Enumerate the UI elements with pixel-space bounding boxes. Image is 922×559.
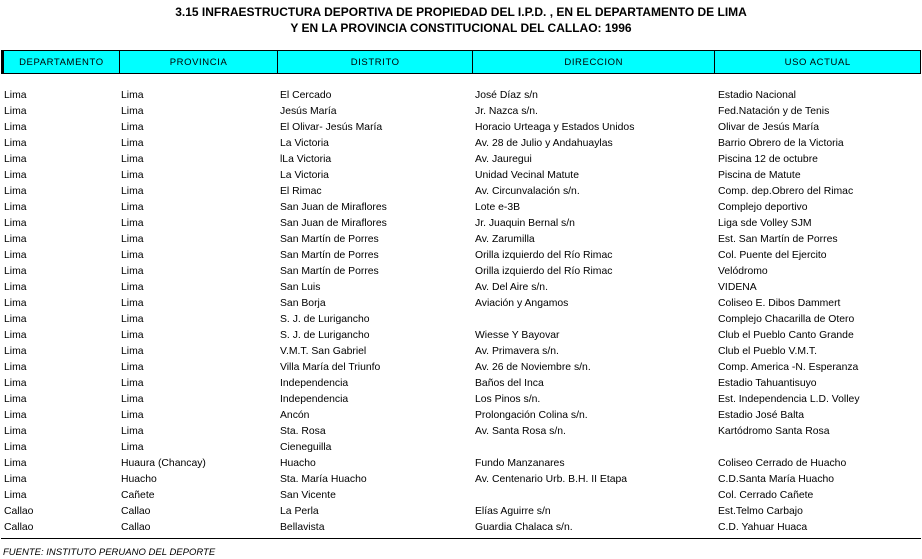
- cell-distrito: Independencia: [280, 378, 349, 389]
- footer-divider: [1, 538, 921, 539]
- table-row: [1, 472, 921, 488]
- table-row: [1, 408, 921, 424]
- cell-distrito: Cieneguilla: [280, 442, 332, 453]
- cell-uso-actual: Estadio Tahuantisuyo: [718, 378, 817, 389]
- table-row: [1, 248, 921, 264]
- cell-distrito: Villa María del Triunfo: [280, 362, 381, 373]
- cell-direccion: Av. Primavera s/n.: [475, 346, 559, 357]
- cell-direccion: Los Pinos s/n.: [475, 394, 541, 405]
- cell-departamento: Lima: [4, 90, 27, 101]
- table-row: [1, 104, 921, 120]
- cell-direccion: Av. Del Aire s/n.: [475, 282, 548, 293]
- cell-direccion: Lote e-3B: [475, 202, 521, 213]
- cell-departamento: Lima: [4, 266, 27, 277]
- cell-departamento: Lima: [4, 282, 27, 293]
- header-departamento: DEPARTAMENTO: [2, 51, 119, 73]
- cell-distrito: San Martín de Porres: [280, 250, 379, 261]
- cell-departamento: Lima: [4, 202, 27, 213]
- cell-distrito: San Martín de Porres: [280, 234, 379, 245]
- cell-departamento: Lima: [4, 362, 27, 373]
- cell-provincia: Lima: [121, 426, 144, 437]
- cell-provincia: Lima: [121, 186, 144, 197]
- cell-distrito: El Rimac: [280, 186, 322, 197]
- cell-uso-actual: [715, 440, 921, 456]
- cell-departamento: Lima: [4, 122, 27, 133]
- table-row: [1, 168, 921, 184]
- cell-uso-actual: Club el Pueblo Canto Grande: [718, 330, 854, 341]
- table-title: [0, 4, 922, 36]
- cell-uso-actual: Col. Puente del Ejercito: [718, 250, 827, 261]
- table-row: [1, 344, 921, 360]
- cell-distrito: V.M.T. San Gabriel: [280, 346, 367, 357]
- cell-provincia: Huacho: [121, 474, 157, 485]
- cell-uso-actual: Estadio Nacional: [718, 90, 796, 101]
- cell-provincia: Lima: [121, 346, 144, 357]
- cell-direccion: Wiesse Y Bayovar: [475, 330, 560, 341]
- cell-uso-actual: Est.Telmo Carbajo: [718, 506, 803, 517]
- table-row: [1, 232, 921, 248]
- cell-uso-actual: Piscina de Matute: [718, 170, 801, 181]
- title-line-1: 3.15 INFRAESTRUCTURA DEPORTIVA DE PROPIEDAD DEL I.P.D. , EN EL DEPARTAMENTO DE LIMA: [175, 5, 747, 19]
- table-row: [1, 120, 921, 136]
- cell-provincia: Cañete: [121, 490, 155, 501]
- cell-provincia: Lima: [121, 234, 144, 245]
- cell-distrito: S. J. de Lurigancho: [280, 330, 370, 341]
- cell-distrito: S. J. de Lurigancho: [280, 314, 370, 325]
- cell-direccion: Fundo Manzanares: [475, 458, 565, 469]
- cell-direccion: Guardia Chalaca s/n.: [475, 522, 573, 533]
- cell-distrito: Independencia: [280, 394, 349, 405]
- cell-provincia: Lima: [121, 378, 144, 389]
- table-row: [1, 520, 921, 536]
- cell-direccion: Orilla izquierdo del Río Rimac: [475, 250, 613, 261]
- cell-provincia: Lima: [121, 442, 144, 453]
- cell-uso-actual: Kartódromo Santa Rosa: [718, 426, 830, 437]
- source-note: FUENTE: INSTITUTO PERUANO DEL DEPORTE: [3, 547, 216, 558]
- cell-distrito: El Cercado: [280, 90, 332, 101]
- table-row: [1, 488, 921, 504]
- cell-distrito: La Victoria: [280, 170, 329, 181]
- cell-departamento: Lima: [4, 378, 27, 389]
- cell-uso-actual: Olivar de Jesús María: [718, 122, 820, 133]
- cell-departamento: Lima: [4, 314, 27, 325]
- header-uso-actual: USO ACTUAL: [714, 51, 920, 73]
- title-line-2: Y EN LA PROVINCIA CONSTITUCIONAL DEL CALLAO: 1996: [290, 21, 632, 35]
- cell-departamento: Lima: [4, 250, 27, 261]
- cell-departamento: Lima: [4, 490, 27, 501]
- table-row: [1, 184, 921, 200]
- cell-provincia: Lima: [121, 170, 144, 181]
- cell-departamento: Lima: [4, 474, 27, 485]
- cell-provincia: Lima: [121, 154, 144, 165]
- cell-direccion: Aviación y Angamos: [475, 298, 569, 309]
- cell-departamento: Lima: [4, 298, 27, 309]
- cell-uso-actual: Piscina 12 de octubre: [718, 154, 818, 165]
- table-row: [1, 392, 921, 408]
- cell-uso-actual: C.D. Yahuar Huaca: [718, 522, 808, 533]
- cell-direccion: Horacio Urteaga y Estados Unidos: [475, 122, 635, 133]
- cell-uso-actual: VIDENA: [718, 282, 757, 293]
- table-row: [1, 264, 921, 280]
- cell-direccion: Av. Jauregui: [475, 154, 532, 165]
- header-direccion: DIRECCION: [472, 51, 714, 73]
- cell-direccion: Av. Circunvalación s/n.: [475, 186, 580, 197]
- cell-provincia: Lima: [121, 330, 144, 341]
- cell-uso-actual: Coliseo Cerrado de Huacho: [718, 458, 847, 469]
- table-row: [1, 360, 921, 376]
- cell-direccion: Unidad Vecinal Matute: [475, 170, 579, 181]
- cell-provincia: Lima: [121, 90, 144, 101]
- cell-departamento: Lima: [4, 458, 27, 469]
- cell-uso-actual: C.D.Santa María Huacho: [718, 474, 835, 485]
- header-distrito: DISTRITO: [277, 51, 472, 73]
- cell-direccion: Av. 26 de Noviembre s/n.: [475, 362, 591, 373]
- cell-uso-actual: Complejo Chacarilla de Otero: [718, 314, 855, 325]
- cell-departamento: Lima: [4, 106, 27, 117]
- cell-departamento: Lima: [4, 154, 27, 165]
- cell-provincia: Callao: [121, 506, 151, 517]
- cell-uso-actual: Comp. dep.Obrero del Rimac: [718, 186, 854, 197]
- cell-provincia: Lima: [121, 266, 144, 277]
- cell-departamento: Lima: [4, 234, 27, 245]
- cell-departamento: Lima: [4, 170, 27, 181]
- cell-departamento: Lima: [4, 394, 27, 405]
- table-row: [1, 296, 921, 312]
- cell-direccion: José Díaz s/n: [475, 90, 538, 101]
- table-body: [1, 88, 921, 536]
- cell-direccion: Orilla izquierdo del Río Rimac: [475, 266, 613, 277]
- cell-departamento: Lima: [4, 426, 27, 437]
- cell-direccion: Prolongación Colina s/n.: [475, 410, 588, 421]
- cell-direccion: [472, 440, 715, 456]
- cell-direccion: Baños del Inca: [475, 378, 544, 389]
- cell-provincia: Lima: [121, 218, 144, 229]
- cell-provincia: Huaura (Chancay): [121, 458, 206, 469]
- cell-departamento: Lima: [4, 442, 27, 453]
- cell-departamento: Lima: [4, 186, 27, 197]
- cell-departamento: Callao: [4, 522, 34, 533]
- cell-departamento: Lima: [4, 218, 27, 229]
- cell-provincia: Lima: [121, 394, 144, 405]
- cell-uso-actual: Barrio Obrero de la Victoria: [718, 138, 844, 149]
- table-header: [1, 50, 921, 74]
- table-row: [1, 312, 921, 328]
- table-row: [1, 200, 921, 216]
- cell-direccion: [472, 312, 715, 328]
- cell-distrito: La Victoria: [280, 138, 329, 149]
- cell-distrito: Ancón: [280, 410, 310, 421]
- cell-uso-actual: Est. San Martín de Porres: [718, 234, 838, 245]
- table-row: [1, 152, 921, 168]
- cell-direccion: Av. Zarumilla: [475, 234, 535, 245]
- table-row: [1, 328, 921, 344]
- cell-provincia: Lima: [121, 298, 144, 309]
- cell-uso-actual: Coliseo E. Dibos Dammert: [718, 298, 841, 309]
- cell-departamento: Lima: [4, 138, 27, 149]
- cell-distrito: Jesús María: [280, 106, 337, 117]
- cell-departamento: Lima: [4, 330, 27, 341]
- cell-uso-actual: Club el Pueblo V.M.T.: [718, 346, 817, 357]
- cell-provincia: Lima: [121, 106, 144, 117]
- cell-distrito: La Perla: [280, 506, 319, 517]
- cell-distrito: Huacho: [280, 458, 316, 469]
- table-row: [1, 504, 921, 520]
- table-row: [1, 424, 921, 440]
- cell-distrito: San Luis: [280, 282, 321, 293]
- cell-direccion: Jr. Juaquin Bernal s/n: [475, 218, 575, 229]
- cell-distrito: San Juan de Miraflores: [280, 202, 387, 213]
- cell-uso-actual: Velódromo: [718, 266, 768, 277]
- cell-provincia: Lima: [121, 362, 144, 373]
- cell-distrito: San Juan de Miraflores: [280, 218, 387, 229]
- cell-departamento: Lima: [4, 410, 27, 421]
- cell-departamento: Callao: [4, 506, 34, 517]
- cell-provincia: Lima: [121, 138, 144, 149]
- table-row: [1, 216, 921, 232]
- cell-uso-actual: Complejo deportivo: [718, 202, 808, 213]
- table-row: [1, 136, 921, 152]
- cell-distrito: San Borja: [280, 298, 326, 309]
- cell-direccion: Av. Santa Rosa s/n.: [475, 426, 566, 437]
- cell-direccion: Elías Aguirre s/n: [475, 506, 551, 517]
- cell-direccion: Av. Centenario Urb. B.H. II Etapa: [475, 474, 628, 485]
- cell-uso-actual: Estadio José Balta: [718, 410, 805, 421]
- cell-uso-actual: Fed.Natación y de Tenis: [718, 106, 830, 117]
- table-row: [1, 88, 921, 104]
- cell-distrito: San Martín de Porres: [280, 266, 379, 277]
- cell-distrito: lLa Victoria: [280, 154, 332, 165]
- cell-provincia: Lima: [121, 410, 144, 421]
- cell-provincia: Callao: [121, 522, 151, 533]
- table-row: [1, 280, 921, 296]
- cell-distrito: Sta. María Huacho: [280, 474, 367, 485]
- cell-uso-actual: Liga sde Volley SJM: [718, 218, 812, 229]
- header-provincia: PROVINCIA: [119, 51, 278, 73]
- cell-provincia: Lima: [121, 202, 144, 213]
- cell-uso-actual: Est. Independencia L.D. Volley: [718, 394, 860, 405]
- cell-distrito: San Vicente: [280, 490, 336, 501]
- cell-departamento: Lima: [4, 346, 27, 357]
- cell-distrito: El Olivar- Jesús María: [280, 122, 383, 133]
- cell-direccion: [472, 488, 715, 504]
- cell-uso-actual: Comp. America -N. Esperanza: [718, 362, 859, 373]
- cell-direccion: Av. 28 de Julio y Andahuaylas: [475, 138, 613, 149]
- cell-provincia: Lima: [121, 314, 144, 325]
- cell-provincia: Lima: [121, 250, 144, 261]
- cell-direccion: Jr. Nazca s/n.: [475, 106, 538, 117]
- cell-uso-actual: Col. Cerrado Cañete: [718, 490, 814, 501]
- cell-distrito: Bellavista: [280, 522, 325, 533]
- cell-provincia: Lima: [121, 122, 144, 133]
- table-row: [1, 440, 921, 456]
- table-row: [1, 376, 921, 392]
- cell-provincia: Lima: [121, 282, 144, 293]
- table-row: [1, 456, 921, 472]
- cell-distrito: Sta. Rosa: [280, 426, 326, 437]
